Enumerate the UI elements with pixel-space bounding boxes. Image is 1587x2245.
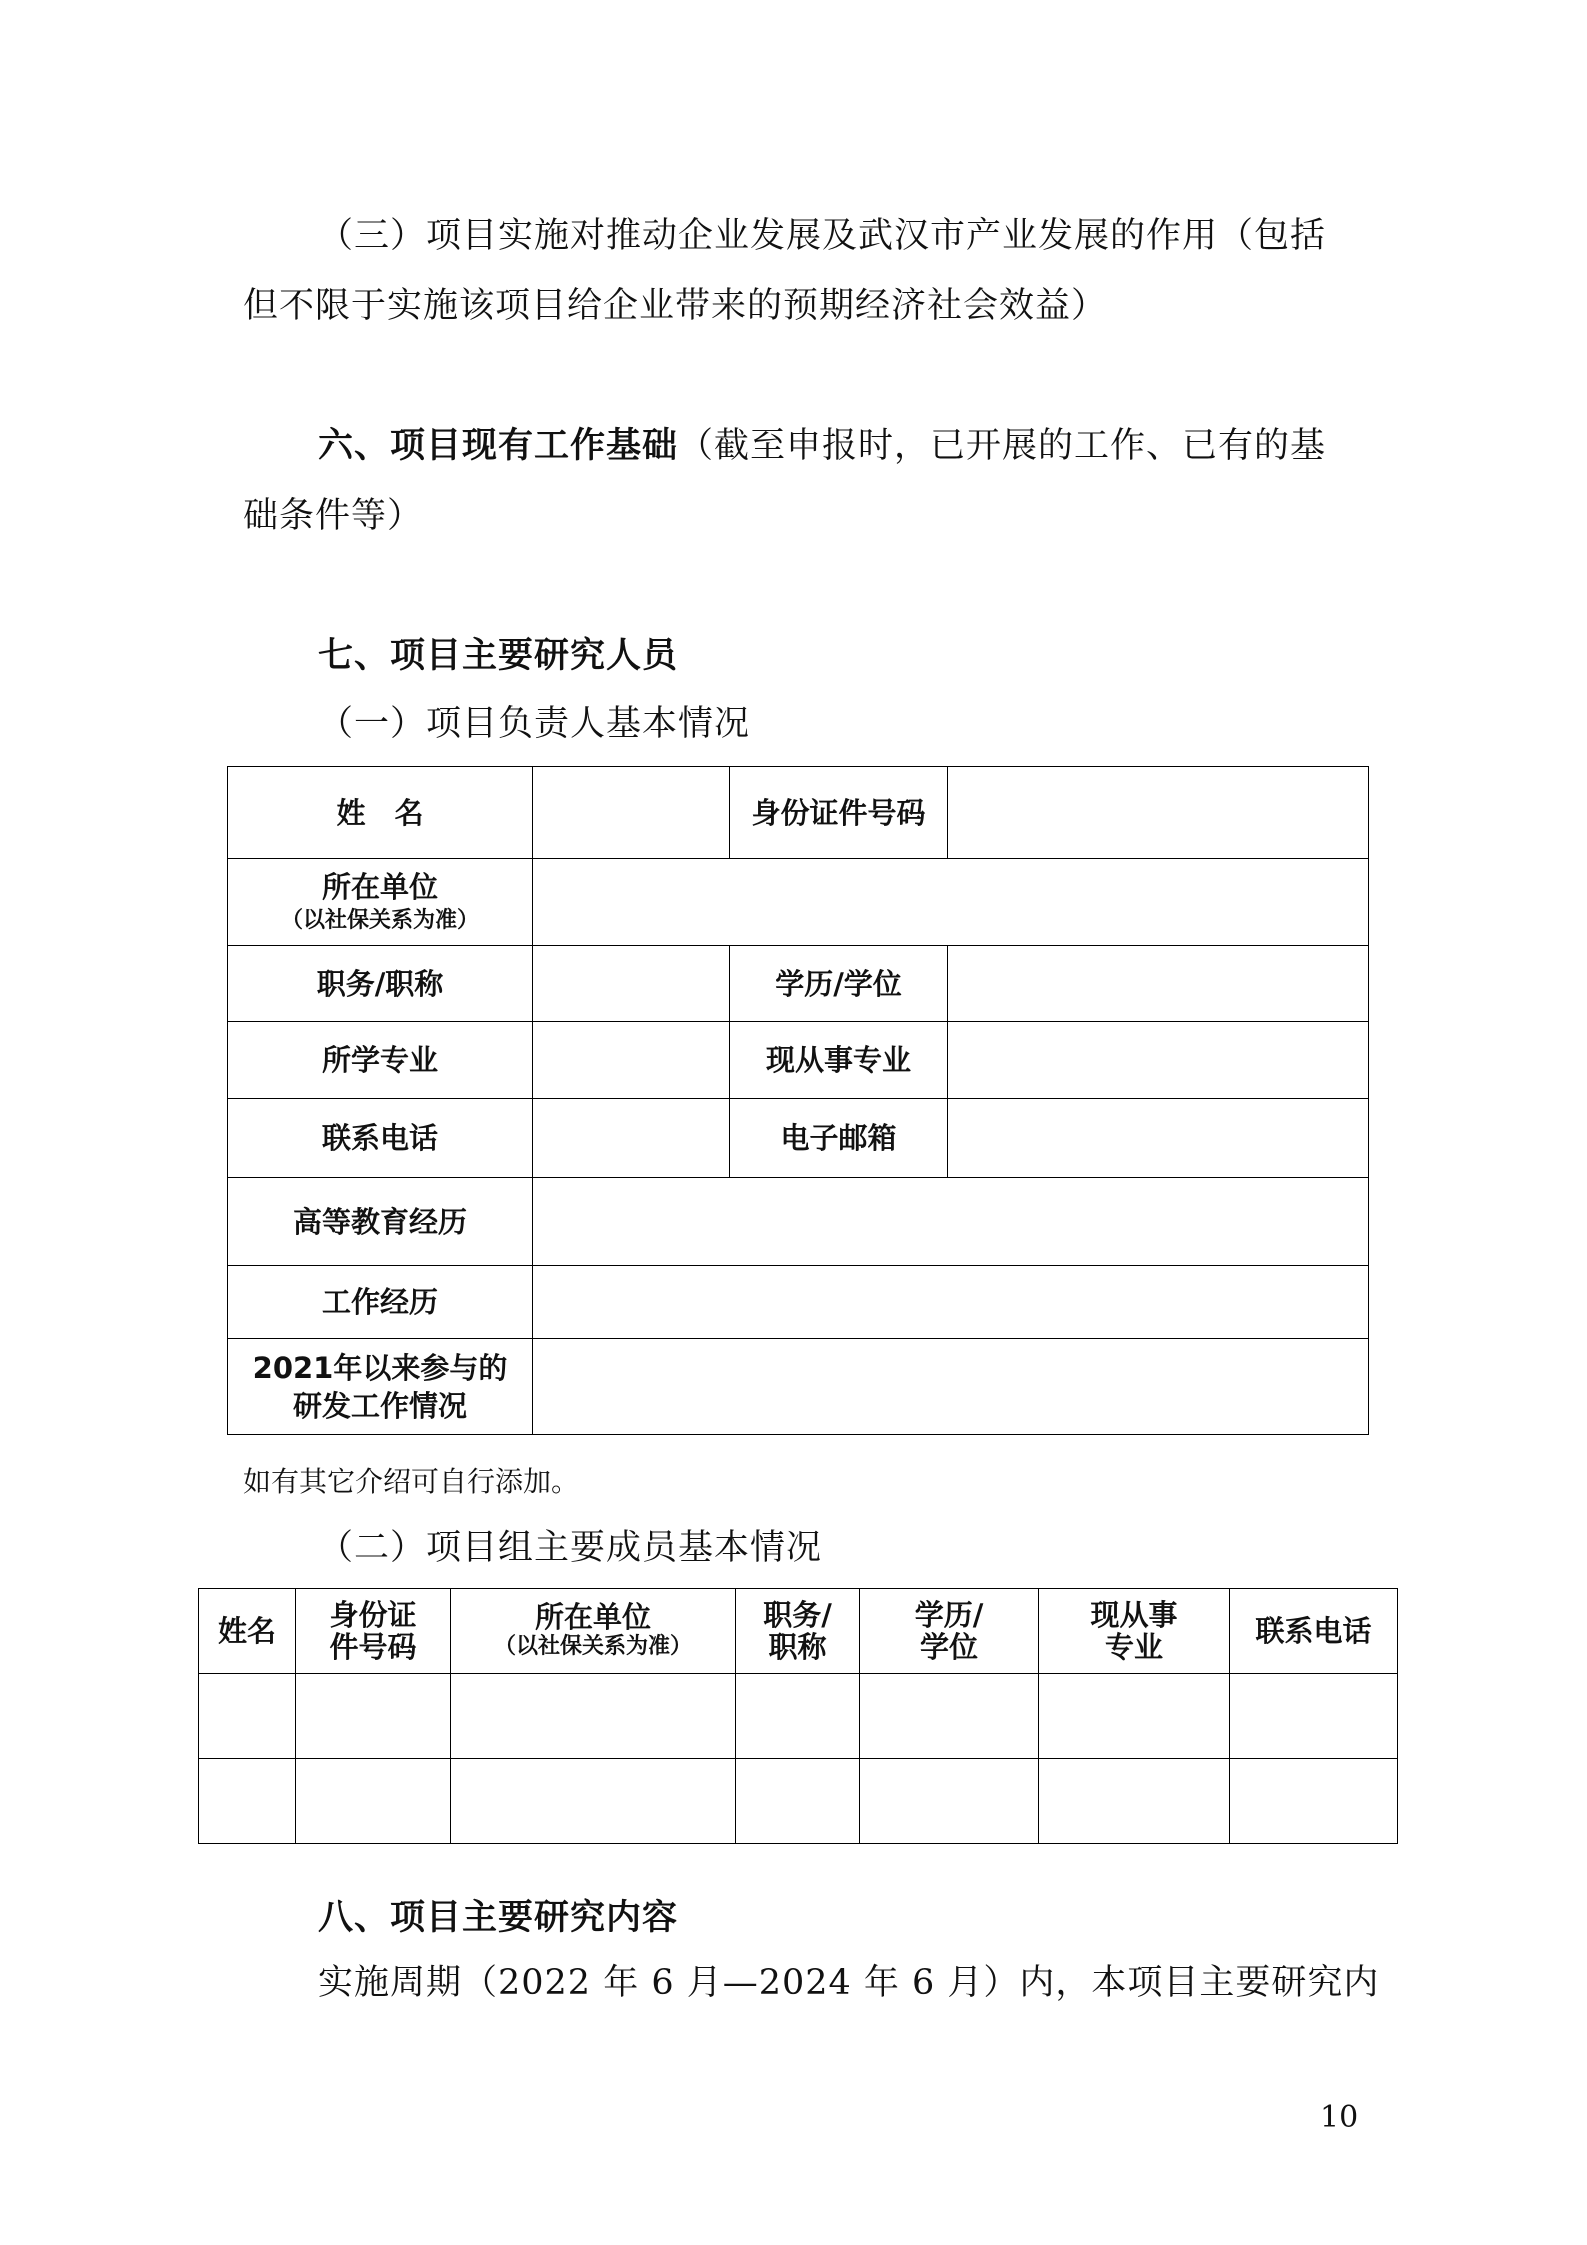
degree-field[interactable] [948,946,1369,1022]
section-6-desc-line1: （截至申报时，已开展的工作、已有的基 [678,426,1327,466]
col-unit-note: （以社保关系为准） [493,1634,692,1659]
section-5-3-line1: （三）项目实施对推动企业发展及武汉市产业发展的作用（包括 [318,216,1327,256]
rd-label [228,1339,533,1435]
unit-label-text: 所在单位 [321,870,438,904]
col-id-line2: 件号码 [329,1630,417,1664]
title-field[interactable] [533,946,730,1022]
member-cell[interactable] [860,1759,1039,1844]
current-major-label: 现从事专业 [730,1022,948,1099]
table-row [199,1674,1398,1759]
member-cell[interactable] [736,1674,860,1759]
col-unit-text: 所在单位 [534,1600,651,1634]
email-label: 电子邮箱 [730,1099,948,1178]
note-text: 如有其它介绍可自行添加。 [243,1465,580,1498]
col-id-header [296,1589,451,1674]
member-cell[interactable] [860,1674,1039,1759]
col-current-line2: 专业 [1104,1630,1163,1664]
page-number: 10 [1320,2100,1359,2135]
member-cell[interactable] [296,1759,451,1844]
major-label: 所学专业 [228,1022,533,1099]
col-phone-header: 联系电话 [1230,1589,1398,1674]
email-field[interactable] [948,1099,1369,1178]
name-field[interactable] [533,767,730,859]
section-6-line1 [318,426,1326,466]
section-7-heading: 七、项目主要研究人员 [318,636,679,676]
col-title-line2: 职称 [768,1630,827,1664]
phone-field[interactable] [533,1099,730,1178]
col-current-header [1039,1589,1230,1674]
col-title-header [736,1589,860,1674]
rd-field[interactable] [533,1339,1369,1435]
member-cell[interactable] [451,1759,736,1844]
member-cell[interactable] [199,1759,296,1844]
col-id-line1: 身份证 [329,1598,417,1632]
phone-label: 联系电话 [228,1099,533,1178]
member-cell[interactable] [451,1674,736,1759]
unit-field[interactable] [533,859,1369,946]
member-cell[interactable] [296,1674,451,1759]
table-row [199,1759,1398,1844]
unit-label [228,859,533,946]
section-6-heading: 六、项目现有工作基础 [318,426,679,466]
degree-label: 学历/学位 [730,946,948,1022]
member-cell[interactable] [1230,1759,1398,1844]
col-current-line1: 现从事 [1090,1598,1178,1632]
section-7-sub2: （二）项目组主要成员基本情况 [318,1528,823,1568]
rd-label-line1: 2021年以来参与的 [252,1350,508,1385]
section-6-desc-line2: 础条件等） [243,496,424,536]
member-cell[interactable] [199,1674,296,1759]
members-table [198,1588,1398,1844]
section-7-sub1: （一）项目负责人基本情况 [318,704,751,744]
unit-label-note: （以社保关系为准） [280,908,479,933]
member-cell[interactable] [1039,1759,1230,1844]
col-name-header: 姓名 [199,1589,296,1674]
col-degree-line2: 学位 [919,1630,978,1664]
rd-label-line2: 研发工作情况 [292,1388,467,1423]
member-cell[interactable] [736,1759,860,1844]
id-field[interactable] [948,767,1369,859]
id-label: 身份证件号码 [730,767,948,859]
col-degree-header [860,1589,1039,1674]
work-exp-field[interactable] [533,1266,1369,1339]
member-cell[interactable] [1230,1674,1398,1759]
member-cell[interactable] [1039,1674,1230,1759]
work-exp-label: 工作经历 [228,1266,533,1339]
col-unit-header [451,1589,736,1674]
section-5-3-line2: 但不限于实施该项目给企业带来的预期经济社会效益） [243,286,1108,326]
section-8-line1: 实施周期（2022 年 6 月—2024 年 6 月）内，本项目主要研究内 [318,1963,1380,2003]
higher-edu-field[interactable] [533,1178,1369,1266]
col-title-line1: 职务/ [763,1598,832,1632]
leader-info-table [227,766,1369,1435]
title-label: 职务/职称 [228,946,533,1022]
current-major-field[interactable] [948,1022,1369,1099]
higher-edu-label: 高等教育经历 [228,1178,533,1266]
name-label: 姓 名 [228,767,533,859]
section-8-heading: 八、项目主要研究内容 [318,1898,679,1938]
major-field[interactable] [533,1022,730,1099]
col-degree-line1: 学历/ [914,1598,984,1632]
